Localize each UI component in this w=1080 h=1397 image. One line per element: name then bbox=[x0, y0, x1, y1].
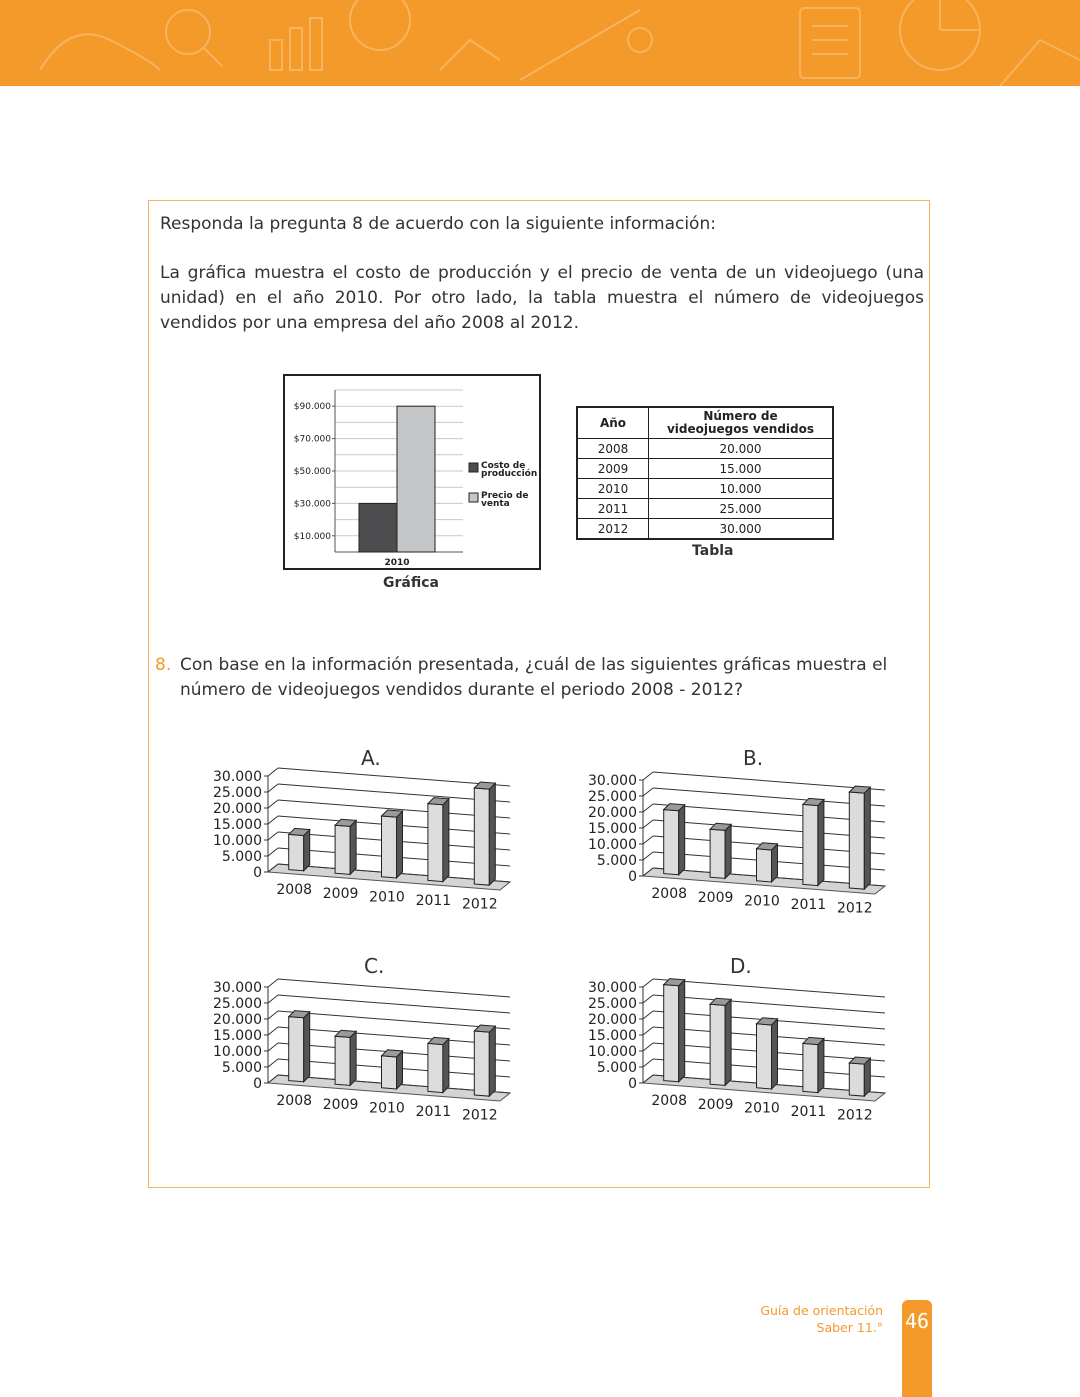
grid-line-side bbox=[268, 784, 278, 792]
bar-front bbox=[664, 810, 679, 875]
bar-front bbox=[335, 1036, 350, 1085]
y-tick-label: 15.000 bbox=[588, 1028, 637, 1044]
year-cell: 2011 bbox=[577, 499, 649, 519]
cost-price-chart-svg bbox=[285, 376, 543, 572]
y-tick-label: 25.000 bbox=[213, 996, 262, 1012]
bar-2009 bbox=[335, 1030, 356, 1085]
y-tick-label: 25.000 bbox=[588, 996, 637, 1012]
bar-2012 bbox=[474, 1025, 495, 1096]
bar-front bbox=[289, 834, 304, 870]
bar-front bbox=[803, 804, 818, 885]
bar-front bbox=[849, 792, 864, 889]
y-tick-label: 15.000 bbox=[213, 817, 262, 833]
option-d-chart[interactable] bbox=[575, 979, 885, 1139]
bar-side bbox=[304, 1012, 310, 1082]
x-tick-label: 2010 bbox=[369, 889, 405, 906]
grid-line-side bbox=[268, 816, 278, 824]
bar-front bbox=[428, 804, 443, 882]
bar-2011 bbox=[803, 798, 824, 885]
x-tick-label: 2010 bbox=[384, 558, 410, 568]
year-cell: 2010 bbox=[577, 479, 649, 499]
legend-label: producción bbox=[481, 469, 538, 479]
bar-front bbox=[710, 829, 725, 878]
bar-2008 bbox=[664, 804, 685, 875]
bar-side bbox=[304, 830, 310, 871]
grid-line-side bbox=[268, 1011, 278, 1019]
bar-front bbox=[803, 1043, 818, 1092]
bar-front bbox=[289, 1017, 304, 1082]
units-cell: 15.000 bbox=[649, 459, 834, 479]
bar-front bbox=[710, 1004, 725, 1085]
grid-line-side bbox=[268, 979, 278, 987]
grid-line-side bbox=[268, 1043, 278, 1051]
legend-label: Precio de bbox=[481, 491, 529, 501]
banner-doodles bbox=[0, 0, 1080, 86]
table-row bbox=[577, 499, 833, 519]
bar-side bbox=[725, 999, 731, 1085]
header-banner bbox=[0, 0, 1080, 86]
x-tick-label: 2011 bbox=[790, 1103, 827, 1120]
grid-line-side bbox=[268, 800, 278, 808]
bar-front bbox=[757, 849, 772, 882]
y-tick-label: 5.000 bbox=[596, 853, 637, 869]
description: La gráfica muestra el costo de producción y el precio de venta de un videojuego (una unidad) en el año 2010. Por otro lado, la tabla muestra el número de videojuegos vendidos por una empresa del año 2008 al 2012. bbox=[160, 263, 924, 333]
x-tick-label: 2008 bbox=[276, 882, 313, 899]
y-tick-label: 30.000 bbox=[588, 980, 637, 996]
grid-line-side bbox=[643, 979, 653, 987]
bar-2008 bbox=[289, 1011, 310, 1082]
y-tick-label: 20.000 bbox=[588, 805, 637, 821]
grid-line-side bbox=[268, 1027, 278, 1035]
grid-line-side bbox=[643, 1043, 653, 1051]
bar-side bbox=[818, 1039, 824, 1093]
y-tick-label: $10.000 bbox=[293, 531, 331, 542]
bar-side bbox=[443, 1039, 449, 1093]
bar-2010 bbox=[757, 1018, 778, 1089]
bar-2011 bbox=[803, 1037, 824, 1092]
legend-label: Costo de bbox=[481, 461, 526, 471]
option-a-chart[interactable] bbox=[200, 768, 510, 928]
bar-side bbox=[350, 820, 356, 874]
table-row bbox=[577, 479, 833, 499]
option-d-label[interactable]: D. bbox=[730, 954, 752, 978]
bar-2011 bbox=[428, 798, 449, 882]
bar-2010 bbox=[382, 1050, 403, 1089]
grid-line-side bbox=[643, 836, 653, 844]
x-tick-label: 2009 bbox=[322, 885, 359, 902]
grid-line bbox=[653, 772, 885, 790]
bar-2008 bbox=[289, 828, 310, 870]
y-tick-label: 15.000 bbox=[213, 1028, 262, 1044]
y-tick-label: 5.000 bbox=[221, 1060, 262, 1076]
y-tick-label: 10.000 bbox=[588, 1044, 637, 1060]
x-tick-label: 2012 bbox=[836, 1107, 873, 1124]
bar-2011 bbox=[428, 1037, 449, 1092]
table-row bbox=[577, 439, 833, 459]
bar-side bbox=[350, 1031, 356, 1085]
header-year: Año bbox=[577, 407, 649, 439]
bar-2009 bbox=[710, 998, 731, 1085]
table-row bbox=[577, 459, 833, 479]
y-tick-label: 0 bbox=[253, 865, 262, 881]
legend-swatch bbox=[469, 493, 478, 502]
bar-side bbox=[397, 811, 403, 878]
bar-front bbox=[428, 1043, 443, 1092]
bar-side bbox=[489, 783, 495, 885]
bar-front bbox=[474, 788, 489, 885]
bar-side bbox=[489, 1026, 495, 1096]
footer-line1: Guía de orientación bbox=[760, 1303, 883, 1318]
y-tick-label: 25.000 bbox=[213, 785, 262, 801]
bar-side bbox=[679, 980, 685, 1082]
bar-side bbox=[679, 805, 685, 875]
x-tick-label: 2010 bbox=[744, 893, 780, 910]
x-tick-label: 2012 bbox=[836, 900, 873, 917]
option-a-chart-svg bbox=[200, 768, 510, 928]
grid-line-side bbox=[643, 1027, 653, 1035]
intro-text bbox=[160, 212, 924, 336]
page-number: 46 bbox=[904, 1309, 930, 1333]
x-tick-label: 2011 bbox=[790, 896, 827, 913]
grid-line-side bbox=[268, 995, 278, 1003]
units-cell: 30.000 bbox=[649, 519, 834, 540]
y-tick-label: 30.000 bbox=[213, 980, 262, 996]
grid-line-side bbox=[643, 788, 653, 796]
option-b-chart[interactable] bbox=[575, 772, 885, 932]
x-tick-label: 2009 bbox=[697, 1096, 734, 1113]
grid-line-side bbox=[643, 820, 653, 828]
option-a-label[interactable]: A. bbox=[361, 746, 381, 770]
y-tick-label: 0 bbox=[628, 1076, 637, 1092]
grid-line bbox=[278, 1011, 510, 1029]
bar-2012 bbox=[849, 1057, 870, 1096]
x-tick-label: 2009 bbox=[697, 889, 734, 906]
x-tick-label: 2010 bbox=[369, 1100, 405, 1117]
y-tick-label: $90.000 bbox=[293, 402, 331, 413]
x-tick-label: 2012 bbox=[461, 1107, 498, 1124]
grid-line bbox=[653, 995, 885, 1013]
x-tick-label: 2012 bbox=[461, 896, 498, 913]
option-d-chart-svg bbox=[575, 979, 885, 1139]
y-tick-label: 10.000 bbox=[588, 837, 637, 853]
legend-swatch bbox=[469, 463, 478, 472]
grid-line-side bbox=[643, 1059, 653, 1067]
bar-side bbox=[818, 800, 824, 886]
y-tick-label: $50.000 bbox=[293, 467, 331, 477]
bar-front bbox=[382, 1056, 397, 1089]
header-units: Número de videojuegos vendidos bbox=[649, 407, 834, 439]
y-tick-label: 20.000 bbox=[588, 1012, 637, 1028]
y-tick-label: 10.000 bbox=[213, 833, 262, 849]
question-8 bbox=[155, 653, 925, 700]
cost-price-chart bbox=[283, 374, 541, 570]
x-tick-label: 2011 bbox=[415, 1103, 452, 1120]
grid-line bbox=[278, 979, 510, 997]
option-c-chart[interactable] bbox=[200, 979, 510, 1139]
grid-line bbox=[278, 768, 510, 786]
y-tick-label: 30.000 bbox=[588, 773, 637, 789]
y-tick-label: 10.000 bbox=[213, 1044, 262, 1060]
y-tick-label: 20.000 bbox=[213, 801, 262, 817]
x-tick-label: 2008 bbox=[276, 1093, 313, 1110]
grid-line-side bbox=[268, 832, 278, 840]
bar-2009 bbox=[335, 819, 356, 874]
bar-2012 bbox=[474, 782, 495, 885]
y-tick-label: 25.000 bbox=[588, 789, 637, 805]
y-tick-label: 5.000 bbox=[596, 1060, 637, 1076]
bar-front bbox=[664, 985, 679, 1082]
units-cell: 10.000 bbox=[649, 479, 834, 499]
table-row bbox=[577, 519, 833, 540]
grid-line-side bbox=[268, 768, 278, 776]
footer-line2: Saber 11.° bbox=[816, 1320, 883, 1335]
y-tick-label: 0 bbox=[253, 1076, 262, 1092]
y-tick-label: 20.000 bbox=[213, 1012, 262, 1028]
bar-side bbox=[864, 787, 870, 889]
option-b-chart-svg bbox=[575, 772, 885, 932]
instruction: Responda la pregunta 8 de acuerdo con la siguiente información: bbox=[160, 214, 716, 234]
option-b-label[interactable]: B. bbox=[743, 746, 764, 770]
bar-costo-de-producci-n bbox=[359, 503, 397, 552]
year-cell: 2009 bbox=[577, 459, 649, 479]
table-caption: Tabla bbox=[692, 543, 734, 559]
x-tick-label: 2008 bbox=[651, 886, 688, 903]
grid-line bbox=[653, 979, 885, 997]
bar-side bbox=[443, 799, 449, 882]
option-c-chart-svg bbox=[200, 979, 510, 1139]
grid-line bbox=[278, 995, 510, 1013]
bar-2012 bbox=[849, 786, 870, 889]
y-tick-label: 0 bbox=[628, 869, 637, 885]
bar-side bbox=[772, 1019, 778, 1089]
bar-precio-de-venta bbox=[397, 406, 435, 552]
grid-line-side bbox=[643, 852, 653, 860]
bar-2010 bbox=[382, 810, 403, 878]
year-cell: 2008 bbox=[577, 439, 649, 459]
year-cell: 2012 bbox=[577, 519, 649, 540]
bar-front bbox=[474, 1031, 489, 1096]
bar-2010 bbox=[757, 843, 778, 882]
bar-front bbox=[335, 825, 350, 874]
bar-front bbox=[849, 1063, 864, 1096]
footer-guide bbox=[760, 1302, 883, 1336]
grid-line-side bbox=[643, 995, 653, 1003]
question-number: 8. bbox=[155, 655, 172, 675]
bar-front bbox=[382, 816, 397, 878]
y-tick-label: 30.000 bbox=[213, 769, 262, 785]
x-tick-label: 2011 bbox=[415, 892, 452, 909]
bar-side bbox=[725, 824, 731, 878]
grid-line-side bbox=[643, 804, 653, 812]
legend-label: venta bbox=[481, 499, 510, 509]
grid-line-side bbox=[268, 848, 278, 856]
table-header-row bbox=[577, 407, 833, 439]
x-tick-label: 2010 bbox=[744, 1100, 780, 1117]
y-tick-label: 5.000 bbox=[221, 849, 262, 865]
bar-2008 bbox=[664, 979, 685, 1082]
grid-line-side bbox=[268, 1059, 278, 1067]
y-tick-label: 15.000 bbox=[588, 821, 637, 837]
bar-front bbox=[757, 1024, 772, 1089]
y-tick-label: $30.000 bbox=[293, 499, 331, 510]
question-text: Con base en la información presentada, ¿cuál de las siguientes gráficas muestra el número de videojuegos vendidos durante el periodo 2008 - 2012? bbox=[180, 655, 888, 700]
y-tick-label: $70.000 bbox=[293, 434, 331, 445]
units-cell: 20.000 bbox=[649, 439, 834, 459]
bar-2009 bbox=[710, 823, 731, 878]
chart-caption: Gráfica bbox=[383, 575, 439, 591]
units-cell: 25.000 bbox=[649, 499, 834, 519]
x-tick-label: 2009 bbox=[322, 1096, 359, 1113]
sales-table bbox=[576, 406, 834, 540]
grid-line-side bbox=[643, 1011, 653, 1019]
grid-line-side bbox=[643, 772, 653, 780]
option-c-label[interactable]: C. bbox=[364, 954, 385, 978]
x-tick-label: 2008 bbox=[651, 1093, 688, 1110]
